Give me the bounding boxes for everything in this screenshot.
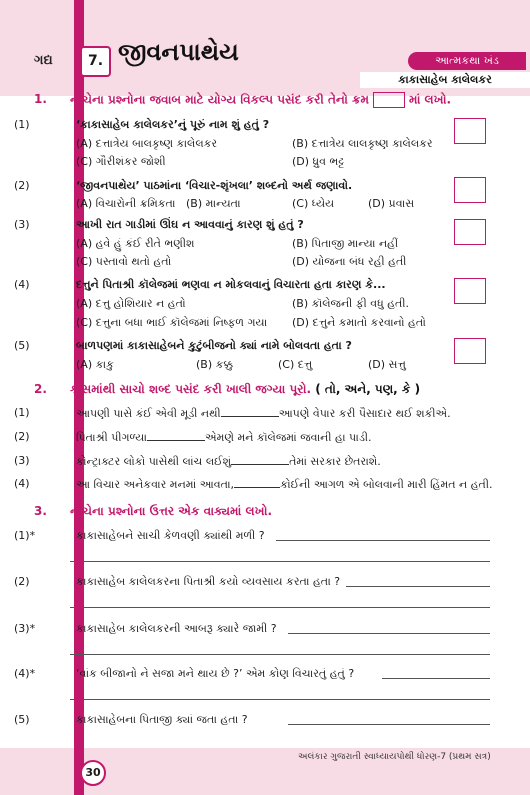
answer-box[interactable]: [454, 278, 486, 304]
question-text: બાળપણમાં કાકાસાહેબને કુટુંબીજનો ક્યાં નામે બોલવતા હતા ?: [76, 339, 352, 352]
section2-instruction: [70, 382, 420, 397]
section1-number: 1.: [34, 92, 47, 106]
option-c: (C) દત્તુના બધા ભાઈ કૉલેજમાં નિષ્ફળ ગયા: [76, 316, 268, 329]
option-a: (A) વિચારોની ક્રમિકતા: [76, 197, 176, 210]
short-answer-question: કાકાસાહેબના પિતાજી ક્યાં જતા હતા ?: [76, 713, 248, 726]
fill-sentence: [76, 406, 451, 421]
short-answer-question: ‘વાંક બીજાનો ને સજા મને થાય છે ?’ એમ કોણ વિચારતું હતું ?: [76, 667, 355, 680]
question-number: (2): [14, 179, 30, 192]
subject-label: ગદ્ય: [34, 53, 53, 68]
short-answer-number: (4)*: [14, 667, 36, 680]
answer-line[interactable]: [288, 633, 490, 634]
fill-blank[interactable]: [234, 477, 280, 488]
fill-post: કોઈની આગળ એ બોલવાની મારી હિંમત ન હતી.: [280, 478, 493, 491]
option-c: (C) દત્તુ: [278, 358, 313, 371]
answer-box[interactable]: [454, 219, 486, 245]
fill-sentence: [76, 454, 381, 469]
fill-pre: કોન્ટ્રાક્ટર લોકો પાસેથી લાંચ લઈશું: [76, 455, 232, 468]
fill-number: (1): [14, 406, 30, 419]
answer-box[interactable]: [454, 338, 486, 364]
genre-tag: આત્મકથા ખંડ: [408, 52, 526, 70]
question-text: આખી રાત ગાડીમાં ઊંઘ ન આવવાનું કારણ શું હતું ?: [76, 218, 304, 231]
chapter-number: 7.: [80, 46, 111, 77]
short-answer-number: (3)*: [14, 622, 36, 635]
short-answer-number: (5): [14, 713, 30, 726]
fill-number: (4): [14, 477, 30, 490]
short-answer-question: કાકાસાહેબ કાલેલકરના પિતાશ્રી કયો વ્યવસાય કરતા હતા ?: [76, 575, 341, 588]
answer-box[interactable]: [454, 118, 486, 144]
section1-instruction: [70, 92, 451, 108]
question-text: ‘જીવનપાથેય’ પાઠમાંના ‘વિચાર-શૃંખલા’ શબ્દનો અર્થ જણાવો.: [76, 179, 353, 192]
answer-line[interactable]: [288, 724, 490, 725]
section1-instruction-pre: નીચેના પ્રશ્નોના જવાબ માટે યોગ્ય વિકલ્પ પસંદ કરી તેનો ક્રમ: [70, 92, 369, 107]
fill-pre: આપણી પાસે કંઈ એવી મૂડી નથી: [76, 407, 221, 420]
chapter-title: જીવનપાથેય: [118, 38, 239, 66]
option-c: (C) ગૌરીશંકર જોશી: [76, 155, 166, 168]
option-b: (B) પિતાજી માન્યા નહીં: [292, 237, 399, 250]
fill-blank[interactable]: [221, 406, 279, 417]
answer-box[interactable]: [454, 177, 486, 203]
option-d: (D) ધ્રુવ ભટ્ટ: [292, 155, 345, 168]
fill-pre: પિતાશ્રી પીગળ્યા: [76, 431, 148, 444]
fill-post: એમણે મને કૉલેજમાં જવાની હા પાડી.: [205, 431, 372, 444]
section2-options: ( તો, અને, પણ, કે ): [315, 382, 421, 396]
option-a: (A) દત્તુ હોશિયાર ન હતો: [76, 297, 186, 310]
fill-number: (3): [14, 454, 30, 467]
section3-instruction: નીચેના પ્રશ્નોના ઉત્તર એક વાક્યમાં લખો.: [70, 504, 273, 518]
author-name: કાકાસાહેબ કાલેલકર: [360, 72, 530, 88]
fill-sentence: [76, 477, 493, 492]
page-number: 30: [80, 760, 106, 786]
fill-blank[interactable]: [147, 430, 205, 441]
section2-instruction-text: કૌંસમાંથી સાચો શબ્દ પસંદ કરી ખાલી જગ્યા પૂરો.: [70, 382, 312, 396]
option-c: (C) પસ્તાવો થતો હતો: [76, 255, 172, 268]
section3-number: 3.: [34, 504, 47, 518]
option-d: (D) યોજના બંધ રહી હતી: [292, 255, 407, 268]
option-a: (A) દત્તાત્રેય બાલકૃષ્ણ કાલેલકર: [76, 137, 218, 150]
fill-number: (2): [14, 430, 30, 443]
short-answer-question: કાકાસાહેબને સાચી કેળવણી ક્યાંથી મળી ?: [76, 529, 265, 542]
answer-line[interactable]: [346, 586, 490, 587]
section2-number: 2.: [34, 382, 47, 396]
question-text: ‘કાકાસાહેબ કાલેલકર’નું પૂરું નામ શું હતું ?: [76, 118, 270, 131]
option-b: (B) માન્યતા: [186, 197, 241, 210]
fill-sentence: [76, 430, 372, 445]
answer-line[interactable]: [70, 699, 490, 700]
option-c: (C) ધ્યેય: [292, 197, 335, 210]
fill-blank[interactable]: [231, 454, 289, 465]
question-number: (4): [14, 278, 30, 291]
question-number: (5): [14, 339, 30, 352]
answer-line[interactable]: [382, 678, 490, 679]
option-d: (D) સત્તુ: [368, 358, 406, 371]
fill-post: આપણે વેપાર કરી પૈસાદાર થઈ શકીએ.: [278, 407, 451, 420]
option-b: (B) કક્કુ: [196, 358, 234, 371]
short-answer-number: (2): [14, 575, 30, 588]
answer-line[interactable]: [70, 607, 490, 608]
answer-line[interactable]: [70, 561, 490, 562]
option-b: (B) કૉલેજની ફી વધુ હતી.: [292, 297, 409, 310]
option-d: (D) પ્રવાસ: [368, 197, 415, 210]
short-answer-question: કાકાસાહેબ કાલેલકરની આબરૂ ક્યારે જામી ?: [76, 622, 277, 635]
option-a: (A) હવે હું કંઈ રીતે ભણીશ: [76, 237, 195, 250]
question-number: (1): [14, 118, 30, 131]
short-answer-number: (1)*: [14, 529, 36, 542]
option-d: (D) દત્તુને કમાતો કરવાનો હતો: [292, 316, 426, 329]
question-text: દત્તુને પિતાશ્રી કૉલેજમાં ભણવા ન મોકલવાનું વિચારતા હતા કારણ કે...: [76, 278, 386, 291]
book-name: અલંકાર ગુજરાતી સ્વાધ્યાયપોથી ધોરણ-7 (પ્રથમ સત્ર): [298, 752, 491, 762]
question-number: (3): [14, 218, 30, 231]
fill-post: તેમાં સરકાર છેતરાશે.: [289, 455, 381, 468]
option-a: (A) કાકુ: [76, 358, 114, 371]
section1-instruction-post: માં લખો.: [408, 92, 452, 107]
answer-sample-box: [373, 92, 405, 108]
option-b: (B) દત્તાત્રેય લાલકૃષ્ણ કાલેલકર: [292, 137, 433, 150]
fill-pre: આ વિચાર અનેકવાર મનમાં આવતા,: [76, 478, 235, 491]
answer-line[interactable]: [276, 540, 490, 541]
answer-line[interactable]: [70, 654, 490, 655]
